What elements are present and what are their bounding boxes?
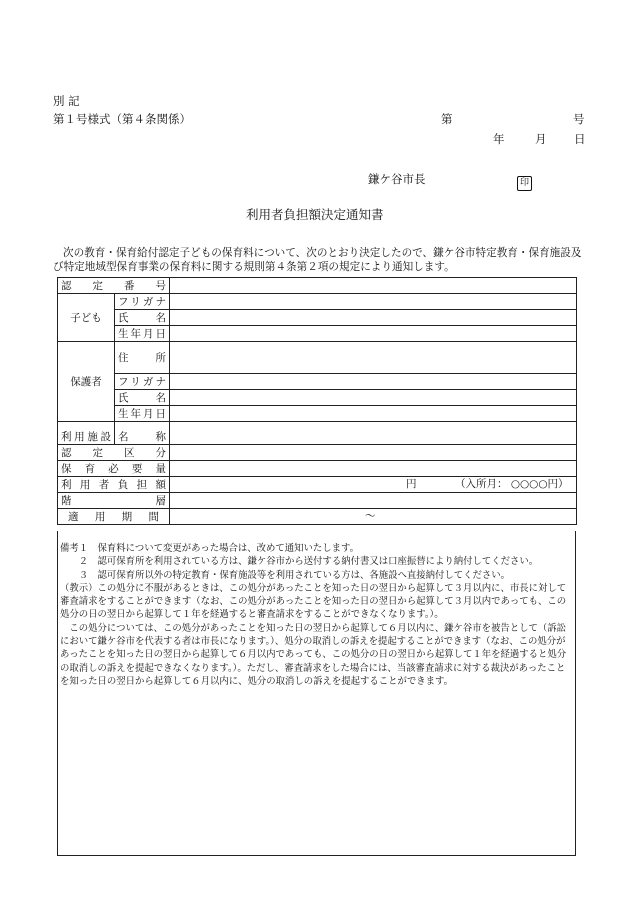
value-kaiso [170,493,577,509]
value-nintei-kubun [170,445,577,461]
yen-unit: 円 [406,478,417,490]
row-hogosha-furigana [58,374,577,390]
value-tekiyo-kikan [170,509,577,525]
row-nintei-kubun [58,445,577,461]
label-nintei-bango: 認 定 番 号 [58,278,170,294]
value-riyo-shisetsu [170,422,577,445]
row-hogosha-shimei [58,390,577,406]
row-hoiku-hitsuyoryo [58,461,577,477]
label-hogosha-shimei: 氏 名 [115,390,170,406]
row-nintei-bango [58,278,577,294]
value-nintei-bango [170,278,577,294]
value-kodomo-furigana [170,294,577,310]
value-hogosha-jusho [170,342,577,374]
label-riyosha-futangaku: 利 用 者 負 担 額 [58,477,170,493]
row-riyosha-futangaku [58,477,577,493]
date-day: 日 [574,132,586,146]
value-hoiku-hitsuyoryo [170,461,577,477]
note-3: ３ 認可保育所以外の特定教育・保育施設等を利用されている方は、各施設へ直接納付してください。 [60,569,511,581]
row-kodomo-furigana [58,294,577,310]
row-kaiso [58,493,577,509]
period-tilde: ～ [365,510,376,522]
seal-mark [517,170,532,191]
row-tekiyo-kikan [58,509,577,525]
date-month: 月 [535,132,547,146]
note-1: 備考１ 保育料について変更があった場合は、改めて通知いたします。 [60,543,359,554]
value-riyosha-futangaku [170,477,577,493]
betsuki-label: 別 記 [53,94,80,108]
seal-stamp: 印 [517,176,532,191]
row-hogosha-seinengappi [58,406,577,422]
label-hogosha-furigana: フリガナ [115,374,170,390]
row-hogosha-jusho [58,342,577,374]
number-dai: 第 [441,112,453,126]
label-kodomo-seinengappi: 生年月日 [115,326,170,342]
row-kodomo-shimei [58,310,577,326]
label-riyo-shisetsu: 利用施設 [58,422,115,445]
mayor-name: 鎌ケ谷市長 [368,172,426,186]
note-2: ２ 認可保育所を利用されている方は、鎌ケ谷市から送付する納付書又は口座振替により納付してください。 [60,556,539,568]
decision-table [57,277,577,525]
notes-box [57,531,576,856]
form-number: 第１号様式（第４条関係） [53,112,191,126]
number-go: 号 [573,112,585,126]
label-hoiku-hitsuyoryo: 保 育 必 要 量 [58,461,170,477]
row-kodomo-seinengappi [58,326,577,342]
label-kodomo-furigana: フリガナ [115,294,170,310]
label-kodomo-shimei: 氏 名 [115,310,170,326]
label-kodomo: 子ども [58,294,115,342]
value-hogosha-shimei [170,390,577,406]
label-hogosha-jusho: 住 所 [115,342,170,374]
row-riyo-shisetsu [58,422,577,445]
label-kaiso: 階 層 [58,493,170,509]
value-kodomo-seinengappi [170,326,577,342]
label-nintei-kubun: 認 定 区 分 [58,445,170,461]
label-meisho: 名 称 [115,422,170,445]
label-hogosha: 保護者 [58,342,115,422]
intro-text: 次の教育・保育給付認定子どもの保育料について、次のとおり決定したので、鎌ケ谷市特定教育・保育施設及び特定地域型保育事業の保育料に関する規則第４条第２項の規定により通知します。 [53,247,582,273]
note-kyoji: （教示）この処分に不服があるときは、この処分があったことを知った日の翌日から起算して３月以内に、市長に対して審査請求をすることができます（なお、この処分があったことを知った日の翌日から起算して３月以内であっても、この処分の日の翌日から起算して１年を経過すると審査請求をすることができなくなります。）。 [60,582,567,621]
value-kodomo-shimei [170,310,577,326]
value-hogosha-seinengappi [170,406,577,422]
date-year: 年 [493,132,505,146]
label-hogosha-seinengappi: 生年月日 [115,406,170,422]
value-hogosha-furigana [170,374,577,390]
nyushogetsu-amount: （入所月： ○○○○円） [455,478,569,490]
label-tekiyo-kikan: 適 用 期 間 [58,509,170,525]
note-sosho: この処分については、この処分があったことを知った日の翌日から起算して６月以内に、鎌ケ谷市を被告として（訴訟において鎌ケ谷市を代表する者は市長になります。）、処分の取消しの訴えを提起することができます（なお、この処分があったことを知った日の翌日から起算して６月以内であっても、この処分の日の翌日から起算して１年を経過すると処分の取消しの訴えを提起できなくなります。）。ただし、審査請求をした場合には、当該審査請求に対する裁決があったことを知った日の翌日から起算して６月以内に、処分の取消しの訴えを提起することができます。 [60,622,567,687]
document-title: 利用者負担額決定通知書 [246,207,384,222]
